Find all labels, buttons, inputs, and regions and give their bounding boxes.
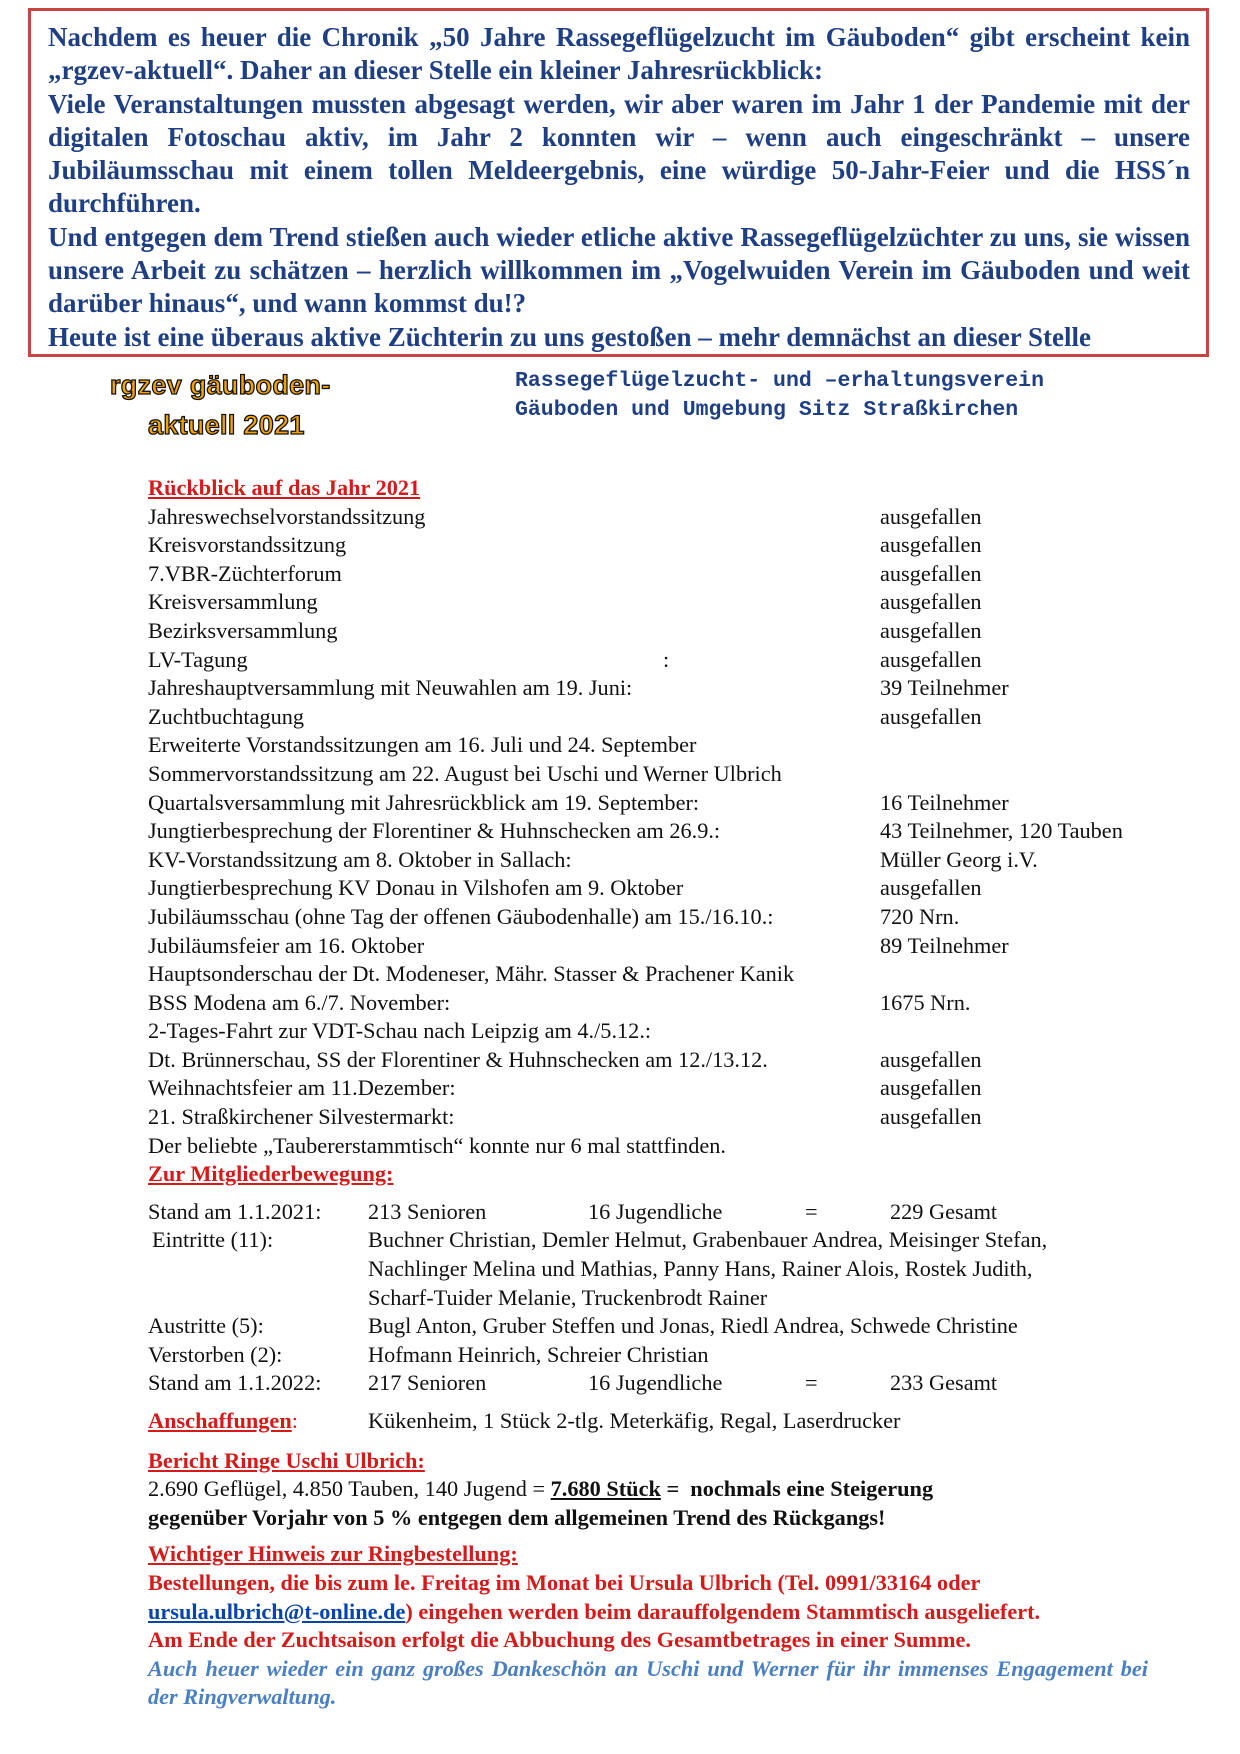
purchases-title (148, 1407, 298, 1436)
review-event: Quartalsversammlung mit Jahresrückblick am 19. September: (148, 789, 700, 815)
members-entries-line: Buchner Christian, Demler Helmut, Grabenbauer Andrea, Meisinger Stefan, (368, 1227, 1048, 1253)
review-event: Jubiläumsfeier am 16. Oktober (148, 932, 425, 958)
review-result: 16 Teilnehmer (880, 789, 1009, 815)
members-exits: Bugl Anton, Gruber Steffen und Jonas, Riedl Andrea, Schwede Christine (368, 1313, 1018, 1339)
review-result: ausgefallen (880, 703, 982, 729)
review-event: Zuchtbuchtagung (148, 703, 305, 729)
members-end-row (148, 1369, 1208, 1398)
review-result: ausgefallen (880, 617, 982, 643)
intro-paragraph: Nachdem es heuer die Chronik „50 Jahre Rassegeflügelzucht im Gäuboden“ gibt erscheint kein „rgzev-aktuell“. Daher an dieser Stelle ein kleiner Jahresrückblick: (48, 22, 1190, 86)
club-name-line-2: Gäuboden und Umgebung Sitz Straßkirchen (515, 398, 1019, 422)
members-end-seniors: 217 Senioren (368, 1370, 487, 1396)
rings-line-1 (148, 1475, 1208, 1504)
review-event: Jungtierbesprechung KV Donau in Vilshofen am 9. Oktober (148, 875, 684, 901)
members-end-equals: = (805, 1370, 818, 1396)
review-event: Jungtierbesprechung der Florentiner & Huhnschecken am 26.9.: (148, 818, 721, 844)
intro-paragraph: Viele Veranstaltungen mussten abgesagt werden, wir aber waren im Jahr 1 der Pandemie mit der digitalen Fotoschau aktiv, im Jahr 2 konnten wir – wenn auch eingeschränkt – unsere Jubiläumsschau mit einem tollen Meldeergebnis, eine würdige 50-Jahr-Feier und die HSS´n durchführen. (48, 88, 1190, 219)
members-start-label: Stand am 1.1.2021: (148, 1198, 322, 1224)
review-result: ausgefallen (880, 1046, 982, 1072)
notice-line-2-text: ) eingehen werden beim darauffolgendem Stammtisch ausgeliefert. (405, 1598, 1041, 1624)
review-result: ausgefallen (880, 560, 982, 586)
review-result: ausgefallen (880, 1104, 982, 1130)
review-event: Jahreswechselvorstandssitzung (148, 503, 426, 529)
review-row (148, 588, 1208, 617)
review-result: 39 Teilnehmer (880, 675, 1009, 701)
review-event: Hauptsonderschau der Dt. Modeneser, Mähr. Stasser & Prachener Kanik (148, 961, 795, 987)
review-row (148, 646, 1208, 675)
members-deceased: Hofmann Heinrich, Schreier Christian (368, 1341, 709, 1367)
notice-line-2 (148, 1598, 1208, 1627)
members-deceased-row (148, 1341, 1208, 1370)
review-row (148, 703, 1208, 732)
members-deceased-label: Verstorben (2): (148, 1341, 283, 1367)
review-row (148, 531, 1208, 560)
members-entries-row (148, 1284, 1208, 1313)
rings-increase: = nochmals eine Steigerung (660, 1476, 934, 1502)
notice-title: Wichtiger Hinweis zur Ringbestellung: (148, 1541, 518, 1567)
review-row (148, 989, 1208, 1018)
review-event: KV-Vorstandssitzung am 8. Oktober in Sallach: (148, 846, 572, 872)
review-result: ausgefallen (880, 532, 982, 558)
review-row (148, 874, 1208, 903)
intro-paragraph: Und entgegen dem Trend stießen auch wieder etliche aktive Rassegeflügelzüchter zu uns, sie wissen unsere Arbeit zu schätzen – herzlich willkommen im „Vogelwuiden Verein im Gäuboden und weit darüber hinaus“, und wann kommst du!? (48, 221, 1190, 319)
review-event: 21. Straßkirchener Silvestermarkt: (148, 1104, 455, 1130)
members-entries-line: Scharf-Tuider Melanie, Truckenbrodt Rainer (368, 1284, 768, 1310)
review-row (148, 932, 1208, 961)
review-result: ausgefallen (880, 589, 982, 615)
purchases-value: Kükenheim, 1 Stück 2-tlg. Meterkäfig, Regal, Laserdrucker (368, 1408, 901, 1433)
review-event: Sommervorstandssitzung am 22. August bei Uschi und Werner Ulbrich (148, 760, 782, 786)
members-start-youth: 16 Jugendliche (588, 1198, 723, 1224)
review-result: 89 Teilnehmer (880, 932, 1009, 958)
logo-line-2: aktuell 2021 (148, 410, 305, 440)
members-entries-row (148, 1255, 1208, 1284)
notice-line-3: Am Ende der Zuchtsaison erfolgt die Abbuchung des Gesamtbetrages in einer Summe. (148, 1627, 971, 1653)
rings-counts: 2.690 Geflügel, 4.850 Tauben, 140 Jugend = (148, 1476, 551, 1502)
members-end-total: 233 Gesamt (890, 1370, 998, 1396)
members-start-total: 229 Gesamt (890, 1198, 998, 1224)
review-result: ausgefallen (880, 1075, 982, 1101)
review-event: Kreisversammlung (148, 589, 318, 615)
review-row (148, 960, 1208, 989)
review-event: BSS Modena am 6./7. November: (148, 989, 451, 1015)
review-result: ausgefallen (880, 646, 982, 672)
review-colon: : (663, 646, 670, 672)
rings-line-2: gegenüber Vorjahr von 5 % entgegen dem allgemeinen Trend des Rückgangs! (148, 1504, 886, 1530)
review-note (148, 1132, 1208, 1161)
review-event: Kreisvorstandssitzung (148, 532, 347, 558)
review-event: Jubiläumsschau (ohne Tag der offenen Gäubodenhalle) am 15./16.10.: (148, 903, 774, 929)
review-row (148, 846, 1208, 875)
review-result: Müller Georg i.V. (880, 846, 1038, 872)
members-exits-label: Austritte (5): (148, 1313, 264, 1339)
review-result: 1675 Nrn. (880, 989, 971, 1015)
rings-title: Bericht Ringe Uschi Ulbrich: (148, 1447, 425, 1473)
review-event: Bezirksversammlung (148, 617, 338, 643)
review-row (148, 617, 1208, 646)
members-title: Zur Mitgliederbewegung: (148, 1161, 394, 1187)
review-result: ausgefallen (880, 503, 982, 529)
review-event: Weihnachtsfeier am 11.Dezember: (148, 1075, 456, 1101)
review-row (148, 503, 1208, 532)
newsletter-logo (110, 365, 410, 445)
intro-box (28, 8, 1209, 357)
main-content (148, 474, 1208, 1712)
review-row (148, 1017, 1208, 1046)
purchases-colon: : (291, 1408, 298, 1433)
members-entries-line: Nachlinger Melina und Mathias, Panny Hans, Rainer Alois, Rostek Judith, (368, 1256, 1033, 1282)
club-name (515, 367, 1044, 425)
review-event: Erweiterte Vorstandssitzungen am 16. Juli und 24. September (148, 732, 697, 758)
purchases-title-text: Anschaffungen (148, 1408, 292, 1433)
intro-paragraph: Heute ist eine überaus aktive Züchterin zu uns gestoßen – mehr demnächst an dieser Stelle (48, 321, 1091, 352)
members-end-label: Stand am 1.1.2022: (148, 1370, 322, 1396)
notice-line-1: Bestellungen, die bis zum le. Freitag im Monat bei Ursula Ulbrich (Tel. 0991/33164 oder (148, 1569, 981, 1595)
review-result: 720 Nrn. (880, 903, 960, 929)
review-row (148, 560, 1208, 589)
members-start-row (148, 1198, 1208, 1227)
review-result: ausgefallen (880, 875, 982, 901)
review-row (148, 674, 1208, 703)
review-event: 2-Tages-Fahrt zur VDT-Schau nach Leipzig am 4./5.12.: (148, 1018, 652, 1044)
review-row (148, 903, 1208, 932)
club-name-line-1: Rassegeflügelzucht- und –erhaltungsverein (515, 369, 1044, 393)
review-event: Jahreshauptversammlung mit Neuwahlen am 19. Juni: (148, 675, 633, 701)
review-row (148, 731, 1208, 760)
review-result: 43 Teilnehmer, 120 Tauben (880, 818, 1123, 844)
review-event: 7.VBR-Züchterforum (148, 560, 342, 586)
email-link[interactable]: ursula.ulbrich@t-online.de (148, 1598, 406, 1624)
review-event: LV-Tagung (148, 646, 248, 672)
review-title: Rückblick auf das Jahr 2021 (148, 475, 421, 500)
review-row (148, 1103, 1208, 1132)
review-row (148, 760, 1208, 789)
review-row (148, 1074, 1208, 1103)
members-exits-row (148, 1312, 1208, 1341)
review-row (148, 1046, 1208, 1075)
review-event: Dt. Brünnerschau, SS der Florentiner & Huhnschecken am 12./13.12. (148, 1046, 768, 1072)
members-start-equals: = (805, 1198, 818, 1224)
members-end-youth: 16 Jugendliche (588, 1370, 723, 1396)
thanks-note: Auch heuer wieder ein ganz großes Dankeschön an Uschi und Werner für ihr immenses Engagement bei der Ringverwaltung. (148, 1655, 1148, 1710)
logo-line-1: rgzev gäuboden- (110, 370, 331, 400)
review-note-text: Der beliebte „Taubererstammtisch“ konnte nur 6 mal stattfinden. (148, 1132, 726, 1158)
members-entries-label: Eintritte (11): (152, 1227, 274, 1253)
members-start-seniors: 213 Senioren (368, 1198, 487, 1224)
purchases-row (148, 1407, 1208, 1436)
review-row (148, 817, 1208, 846)
review-row (148, 789, 1208, 818)
members-entries-row (148, 1226, 1208, 1255)
rings-total: 7.680 Stück (550, 1476, 661, 1502)
